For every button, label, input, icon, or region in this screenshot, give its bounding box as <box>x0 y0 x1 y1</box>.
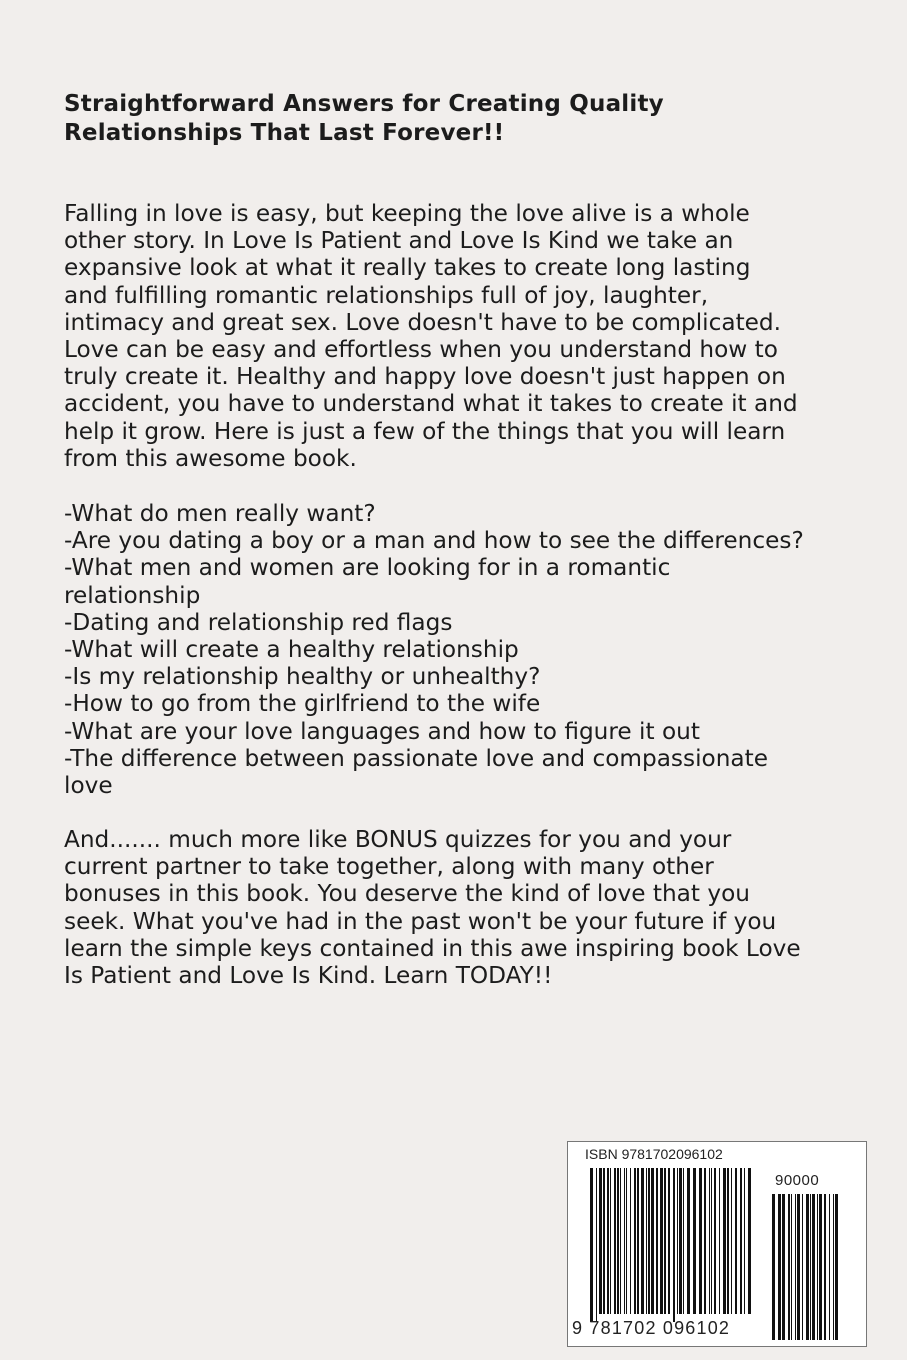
barcode-bar <box>620 1168 621 1314</box>
barcode-bar <box>624 1168 625 1314</box>
barcode-bar <box>819 1194 822 1340</box>
intro-line: other story. In Love Is Patient and Love Is Kind we take an <box>64 227 734 255</box>
barcode-bar <box>704 1168 706 1314</box>
barcode-bar <box>603 1168 605 1314</box>
barcode-bar <box>735 1168 737 1314</box>
list-item: -What do men really want? <box>64 500 376 527</box>
list-item: -What are your love languages and how to figure it out <box>64 717 700 745</box>
barcode-bar <box>614 1168 616 1314</box>
barcode-bar <box>617 1168 619 1314</box>
barcode-bar <box>709 1168 710 1314</box>
addon-barcode-bars <box>772 1194 838 1340</box>
barcode-bar <box>699 1168 702 1314</box>
closing-line: seek. What you've had in the past won't be your future if you <box>64 907 777 935</box>
intro-line: Falling in love is easy, but keeping the love alive is a whole <box>64 200 750 227</box>
intro-line: accident, you have to understand what it takes to create it and <box>64 390 798 418</box>
list-item: -Are you dating a boy or a man and how to see the differences? <box>64 527 804 555</box>
barcode-bar <box>788 1194 790 1340</box>
barcode-bar <box>607 1168 609 1314</box>
barcode-bar <box>668 1168 670 1314</box>
barcode-bar <box>810 1194 811 1340</box>
barcode-bar <box>683 1168 684 1314</box>
list-item: -What will create a healthy relationship <box>64 636 519 664</box>
barcode-bar <box>824 1194 826 1340</box>
barcode-bar <box>664 1168 666 1314</box>
barcode-bar <box>656 1168 658 1314</box>
intro-line: help it grow. Here is just a few of the things that you will learn <box>64 417 786 445</box>
closing-line: bonuses in this book. You deserve the kind of love that you <box>64 880 750 908</box>
barcode-bar <box>646 1168 647 1314</box>
closing-line: learn the simple keys contained in this awe inspiring book Love <box>64 934 801 962</box>
isbn-digits: 9 781702 096102 <box>572 1318 731 1338</box>
barcode-bar <box>727 1168 729 1314</box>
barcode-bar <box>596 1168 597 1322</box>
barcode-bar <box>673 1168 675 1322</box>
barcode-bar <box>797 1194 800 1340</box>
price-code: 90000 <box>775 1172 820 1189</box>
closing-line: current partner to take together, along with many other <box>64 853 714 881</box>
isbn-barcode-box <box>567 1141 867 1347</box>
barcode-bar <box>802 1194 803 1340</box>
barcode-bar <box>740 1168 742 1314</box>
barcode-bar <box>795 1194 796 1340</box>
barcode-icon <box>568 1142 866 1346</box>
barcode-bar <box>711 1168 712 1314</box>
barcode-bar <box>610 1168 611 1314</box>
barcode-bar <box>806 1194 809 1340</box>
barcode-bar <box>679 1168 682 1314</box>
barcode-bar <box>812 1194 815 1340</box>
intro-line: expansive look at what it really takes to create long lasting <box>64 254 751 282</box>
barcode-bar <box>637 1168 639 1314</box>
main-barcode-bars <box>590 1168 751 1322</box>
closing-line: And....... much more like BONUS quizzes for you and your <box>64 826 732 853</box>
barcode-bar <box>744 1168 745 1314</box>
barcode-bar <box>660 1168 663 1314</box>
barcode-bar <box>719 1168 720 1314</box>
barcode-bar <box>687 1168 690 1314</box>
barcode-bar <box>835 1194 838 1340</box>
list-item: relationship <box>64 581 201 609</box>
feature-list <box>64 500 864 799</box>
barcode-bar <box>772 1194 775 1340</box>
barcode-bar <box>599 1168 602 1314</box>
intro-line: truly create it. Healthy and happy love doesn't just happen on <box>64 363 786 391</box>
barcode-bar <box>782 1194 785 1340</box>
closing-paragraph <box>64 826 864 989</box>
intro-line: and fulfilling romantic relationships full of joy, laughter, <box>64 281 709 309</box>
barcode-bar <box>634 1168 636 1314</box>
isbn-label: ISBN 9781702096102 <box>585 1146 723 1162</box>
headline <box>64 90 804 148</box>
barcode-bar <box>626 1168 627 1314</box>
barcode-bar <box>630 1168 631 1314</box>
barcode-bar <box>748 1168 751 1314</box>
intro-line: Love can be easy and effortless when you understand how to <box>64 336 778 364</box>
intro-line: from this awesome book. <box>64 444 357 472</box>
intro-paragraph <box>64 200 864 472</box>
barcode-bar <box>677 1168 678 1314</box>
barcode-bar <box>651 1168 654 1314</box>
headline-line: Straightforward Answers for Creating Quality <box>64 91 664 117</box>
list-item: -Dating and relationship red flags <box>64 608 453 636</box>
list-item: -How to go from the girlfriend to the wife <box>64 690 541 718</box>
closing-line: Is Patient and Love Is Kind. Learn TODAY!! <box>64 962 553 990</box>
barcode-bar <box>778 1194 781 1340</box>
barcode-bar <box>829 1194 830 1340</box>
barcode-bar <box>693 1168 696 1314</box>
headline-line: Relationships That Last Forever!! <box>64 120 505 146</box>
list-item: love <box>64 772 113 800</box>
barcode-bar <box>641 1168 644 1314</box>
barcode-bar <box>590 1168 593 1322</box>
barcode-bar <box>817 1194 818 1340</box>
barcode-bar <box>714 1168 716 1314</box>
barcode-bar <box>833 1194 834 1340</box>
list-item: -Is my relationship healthy or unhealthy? <box>64 663 541 691</box>
barcode-bar <box>791 1194 792 1340</box>
barcode-bar <box>648 1168 650 1314</box>
barcode-bar <box>731 1168 732 1314</box>
list-item: -The difference between passionate love and compassionate <box>64 744 768 772</box>
list-item: -What men and women are looking for in a romantic <box>64 554 671 582</box>
intro-line: intimacy and great sex. Love doesn't have to be complicated. <box>64 308 782 336</box>
barcode-bar <box>723 1168 726 1314</box>
